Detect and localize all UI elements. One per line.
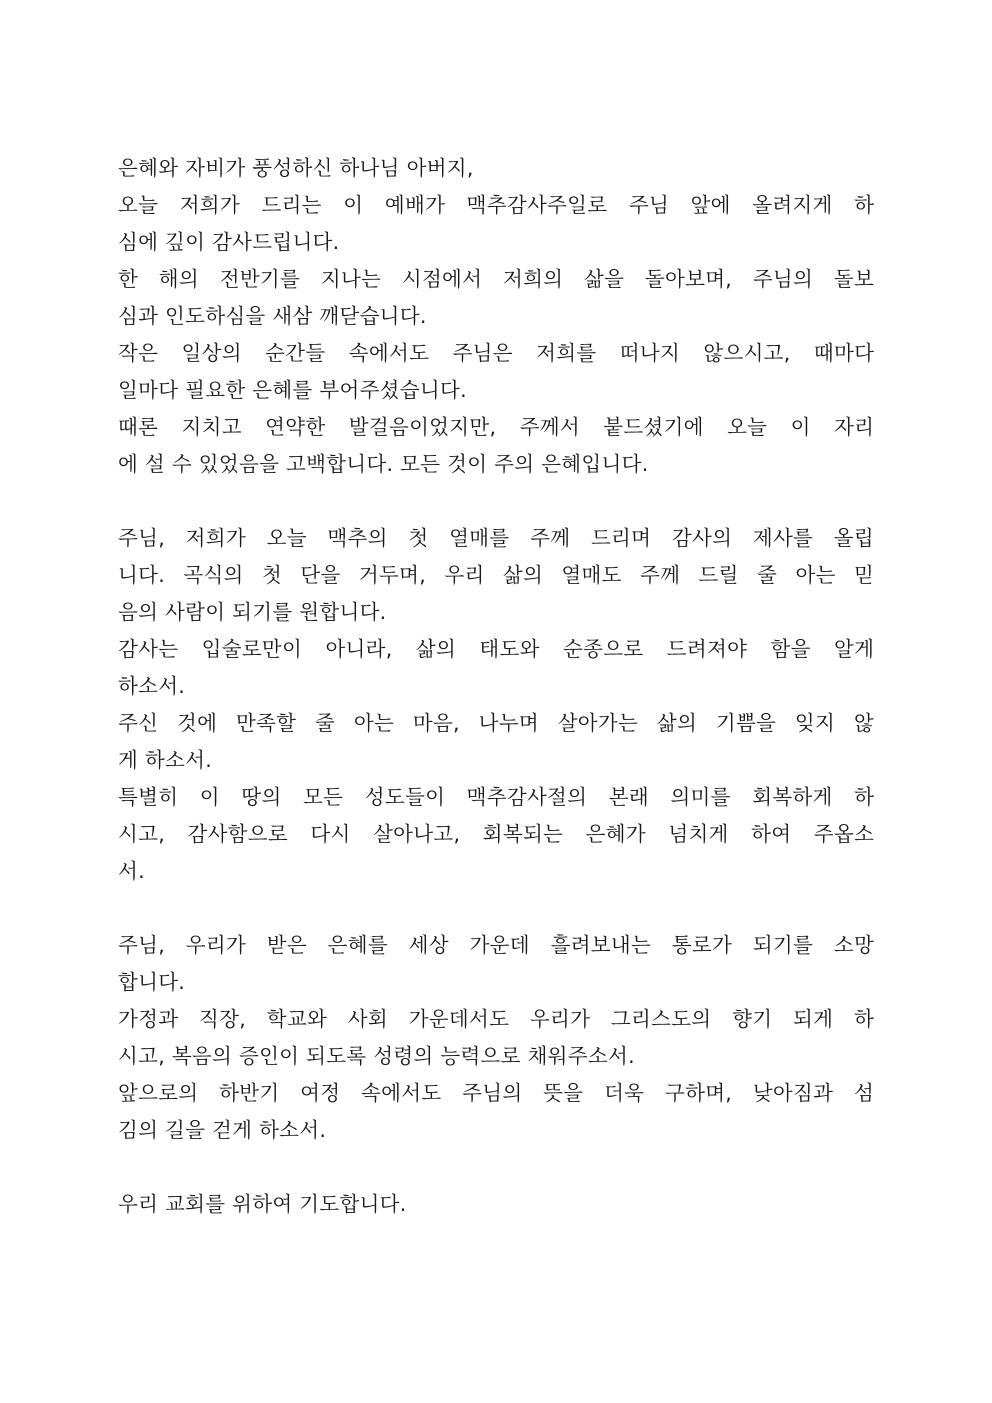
- text-line: 합니다.: [118, 970, 186, 994]
- text-line: 한 해의 전반기를 지나는 시점에서 저희의 삶을 돌아보며, 주님의 돌보: [118, 267, 875, 291]
- text-line: 특별히 이 땅의 모든 성도들이 맥추감사절의 본래 의미를 회복하게 하: [118, 785, 875, 809]
- text-line: 오늘 저희가 드리는 이 예배가 맥추감사주일로 주님 앞에 올려지게 하: [118, 193, 875, 217]
- text-line: 서.: [118, 859, 145, 883]
- text-line: 시고, 감사함으로 다시 살아나고, 회복되는 은혜가 넘치게 하여 주옵소: [118, 822, 875, 846]
- text-line: 주님, 우리가 받은 은혜를 세상 가운데 흘려보내는 통로가 되기를 소망: [118, 933, 875, 957]
- paragraph-gap: [118, 483, 874, 520]
- text-line: 시고, 복음의 증인이 되도록 성령의 능력으로 채워주소서.: [118, 1044, 635, 1068]
- text-line: 음의 사람이 되기를 원합니다.: [118, 600, 387, 624]
- text-line: 에 설 수 있었음을 고백합니다. 모든 것이 주의 은혜입니다.: [118, 452, 649, 476]
- text-line: 우리 교회를 위하여 기도합니다.: [118, 1192, 407, 1216]
- text-line: 때론 지치고 연약한 발걸음이었지만, 주께서 붙드셨기에 오늘 이 자리: [118, 415, 875, 439]
- prayer-text: [118, 150, 874, 1223]
- text-line: 게 하소서.: [118, 748, 213, 772]
- text-line: 하소서.: [118, 674, 186, 698]
- paragraph-gap: [118, 1149, 874, 1186]
- text-line: 감사는 입술로만이 아니라, 삶의 태도와 순종으로 드려져야 함을 알게: [118, 637, 875, 661]
- text-line: 니다. 곡식의 첫 단을 거두며, 우리 삶의 열매도 주께 드릴 줄 아는 믿: [118, 563, 875, 587]
- text-line: 은혜와 자비가 풍성하신 하나님 아버지,: [118, 156, 474, 180]
- text-line: 일마다 필요한 은혜를 부어주셨습니다.: [118, 378, 467, 402]
- text-line: 심에 깊이 감사드립니다.: [118, 230, 340, 254]
- text-line: 작은 일상의 순간들 속에서도 주님은 저희를 떠나지 않으시고, 때마다: [118, 341, 875, 365]
- paragraph-gap: [118, 890, 874, 927]
- text-line: 가정과 직장, 학교와 사회 가운데서도 우리가 그리스도의 향기 되게 하: [118, 1007, 875, 1031]
- text-line: 심과 인도하심을 새삼 깨닫습니다.: [118, 304, 427, 328]
- text-line: 주님, 저희가 오늘 맥추의 첫 열매를 주께 드리며 감사의 제사를 올립: [118, 526, 874, 550]
- text-line: 김의 길을 걷게 하소서.: [118, 1118, 327, 1142]
- text-line: 앞으로의 하반기 여정 속에서도 주님의 뜻을 더욱 구하며, 낮아짐과 섬: [118, 1081, 875, 1105]
- text-line: 주신 것에 만족할 줄 아는 마음, 나누며 살아가는 삶의 기쁨을 잊지 않: [118, 711, 874, 735]
